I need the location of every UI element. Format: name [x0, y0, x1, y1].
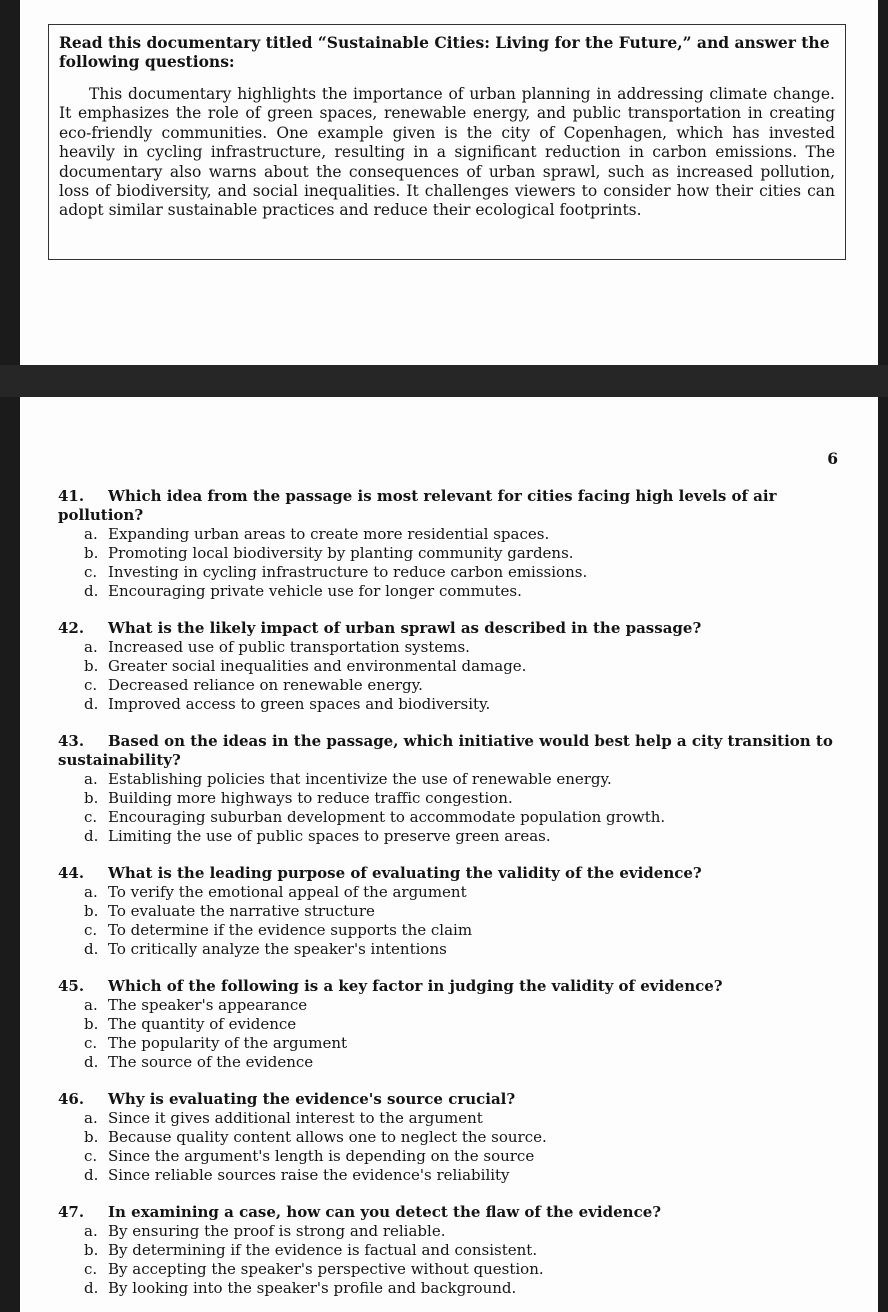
answer-option: [84, 789, 838, 808]
question-text: In examining a case, how can you detect the flaw of the evidence?: [108, 1203, 662, 1221]
option-letter: d.: [84, 582, 99, 600]
passage-text: This documentary highlights the importance of urban planning in addressing climate change. It emphasizes the role of green spaces, renewable energy, and public transportation in creating eco-friendly communities. One example given is the city of Copenhagen, which has invested heavily in cycling infrastructure, resulting in a significant reduction in carbon emissions. The documentary also warns about the consequences of urban sprawl, such as increased pollution, loss of biodiversity, and social inequalities. It challenges viewers to consider how their cities can adopt similar sustainable practices and reduce their ecological footprints.: [59, 85, 835, 220]
option-list: [58, 525, 838, 601]
answer-option: [84, 1128, 838, 1147]
question-text: What is the likely impact of urban sprawl as described in the passage?: [108, 619, 702, 637]
question-number: 44.: [58, 864, 85, 882]
question-item: [58, 977, 838, 1072]
question-list: [58, 487, 838, 1298]
passage-box: [48, 24, 846, 260]
question-item: [58, 1090, 838, 1185]
page-gap: [0, 365, 888, 397]
option-letter: c.: [84, 808, 98, 826]
question-number: 45.: [58, 977, 85, 995]
answer-option: [84, 563, 838, 582]
option-text: The source of the evidence: [108, 1053, 314, 1071]
option-letter: d.: [84, 827, 99, 845]
page-bottom: [20, 397, 878, 1312]
option-text: Decreased reliance on renewable energy.: [108, 676, 423, 694]
question-item: [58, 732, 838, 846]
option-text: Limiting the use of public spaces to preserve green areas.: [108, 827, 551, 845]
answer-option: [84, 676, 838, 695]
option-letter: b.: [84, 902, 99, 920]
question-item: [58, 619, 838, 714]
answer-option: [84, 827, 838, 846]
option-letter: c.: [84, 1260, 98, 1278]
option-text: By looking into the speaker's profile and background.: [108, 1279, 517, 1297]
option-list: [58, 638, 838, 714]
option-letter: c.: [84, 1147, 98, 1165]
answer-option: [84, 921, 838, 940]
answer-option: [84, 695, 838, 714]
option-letter: a.: [84, 883, 98, 901]
option-letter: a.: [84, 1222, 98, 1240]
option-letter: a.: [84, 638, 98, 656]
option-text: To critically analyze the speaker's intentions: [108, 940, 447, 958]
option-text: The quantity of evidence: [108, 1015, 297, 1033]
option-letter: b.: [84, 1128, 99, 1146]
answer-option: [84, 940, 838, 959]
answer-option: [84, 902, 838, 921]
answer-option: [84, 525, 838, 544]
option-text: Investing in cycling infrastructure to reduce carbon emissions.: [108, 563, 588, 581]
option-list: [58, 883, 838, 959]
question-stem: [58, 619, 838, 638]
option-letter: d.: [84, 695, 99, 713]
question-stem: [58, 1203, 838, 1222]
answer-option: [84, 1053, 838, 1072]
question-stem: [58, 487, 838, 525]
option-letter: a.: [84, 996, 98, 1014]
option-letter: d.: [84, 1279, 99, 1297]
question-stem: [58, 1090, 838, 1109]
answer-option: [84, 1109, 838, 1128]
option-text: Building more highways to reduce traffic congestion.: [108, 789, 513, 807]
option-letter: a.: [84, 770, 98, 788]
answer-option: [84, 996, 838, 1015]
page-top: [20, 0, 878, 365]
option-text: The speaker's appearance: [108, 996, 308, 1014]
answer-option: [84, 1241, 838, 1260]
option-text: Since it gives additional interest to the argument: [108, 1109, 483, 1127]
question-text: Which of the following is a key factor in judging the validity of evidence?: [108, 977, 723, 995]
option-text: Promoting local biodiversity by planting community gardens.: [108, 544, 574, 562]
option-letter: b.: [84, 657, 99, 675]
reading-instruction: Read this documentary titled “Sustainable Cities: Living for the Future,” and answer the following questions:: [59, 33, 830, 71]
option-text: Improved access to green spaces and biodiversity.: [108, 695, 491, 713]
question-number: 42.: [58, 619, 85, 637]
option-text: The popularity of the argument: [108, 1034, 348, 1052]
answer-option: [84, 1015, 838, 1034]
option-letter: a.: [84, 525, 98, 543]
question-text: What is the leading purpose of evaluating the validity of the evidence?: [108, 864, 702, 882]
option-list: [58, 996, 838, 1072]
answer-option: [84, 638, 838, 657]
option-text: By accepting the speaker's perspective without question.: [108, 1260, 544, 1278]
option-text: Encouraging private vehicle use for longer commutes.: [108, 582, 522, 600]
answer-option: [84, 1147, 838, 1166]
option-text: Expanding urban areas to create more residential spaces.: [108, 525, 550, 543]
answer-option: [84, 582, 838, 601]
option-text: By determining if the evidence is factual and consistent.: [108, 1241, 538, 1259]
question-number: 43.: [58, 732, 85, 750]
option-letter: c.: [84, 921, 98, 939]
answer-option: [84, 770, 838, 789]
answer-option: [84, 544, 838, 563]
option-text: By ensuring the proof is strong and reliable.: [108, 1222, 446, 1240]
answer-option: [84, 808, 838, 827]
option-text: To determine if the evidence supports the claim: [108, 921, 473, 939]
question-item: [58, 1203, 838, 1298]
option-letter: c.: [84, 676, 98, 694]
page-number: 6: [827, 449, 838, 468]
option-letter: b.: [84, 544, 99, 562]
option-letter: b.: [84, 1015, 99, 1033]
option-text: Encouraging suburban development to accommodate population growth.: [108, 808, 666, 826]
question-item: [58, 487, 838, 601]
question-number: 46.: [58, 1090, 85, 1108]
answer-option: [84, 883, 838, 902]
answer-option: [84, 1222, 838, 1241]
answer-option: [84, 657, 838, 676]
option-letter: d.: [84, 1053, 99, 1071]
question-text: Based on the ideas in the passage, which initiative would best help a city transition to sustainability?: [58, 732, 833, 769]
option-letter: d.: [84, 940, 99, 958]
answer-option: [84, 1166, 838, 1185]
question-stem: [58, 864, 838, 883]
question-text: Why is evaluating the evidence's source crucial?: [108, 1090, 516, 1108]
option-letter: b.: [84, 789, 99, 807]
option-list: [58, 1109, 838, 1185]
question-item: [58, 864, 838, 959]
option-text: To verify the emotional appeal of the argument: [108, 883, 467, 901]
option-text: Establishing policies that incentivize the use of renewable energy.: [108, 770, 612, 788]
option-list: [58, 1222, 838, 1298]
option-text: Since the argument's length is depending on the source: [108, 1147, 535, 1165]
option-text: Greater social inequalities and environmental damage.: [108, 657, 527, 675]
answer-option: [84, 1260, 838, 1279]
question-stem: [58, 732, 838, 770]
option-text: To evaluate the narrative structure: [108, 902, 375, 920]
answer-option: [84, 1034, 838, 1053]
option-letter: b.: [84, 1241, 99, 1259]
option-letter: c.: [84, 1034, 98, 1052]
answer-option: [84, 1279, 838, 1298]
question-text: Which idea from the passage is most relevant for cities facing high levels of air pollution?: [58, 487, 777, 524]
option-letter: a.: [84, 1109, 98, 1127]
option-letter: d.: [84, 1166, 99, 1184]
question-number: 41.: [58, 487, 85, 505]
option-text: Increased use of public transportation systems.: [108, 638, 470, 656]
question-stem: [58, 977, 838, 996]
question-number: 47.: [58, 1203, 85, 1221]
option-text: Since reliable sources raise the evidence's reliability: [108, 1166, 510, 1184]
option-letter: c.: [84, 563, 98, 581]
option-text: Because quality content allows one to neglect the source.: [108, 1128, 547, 1146]
option-list: [58, 770, 838, 846]
